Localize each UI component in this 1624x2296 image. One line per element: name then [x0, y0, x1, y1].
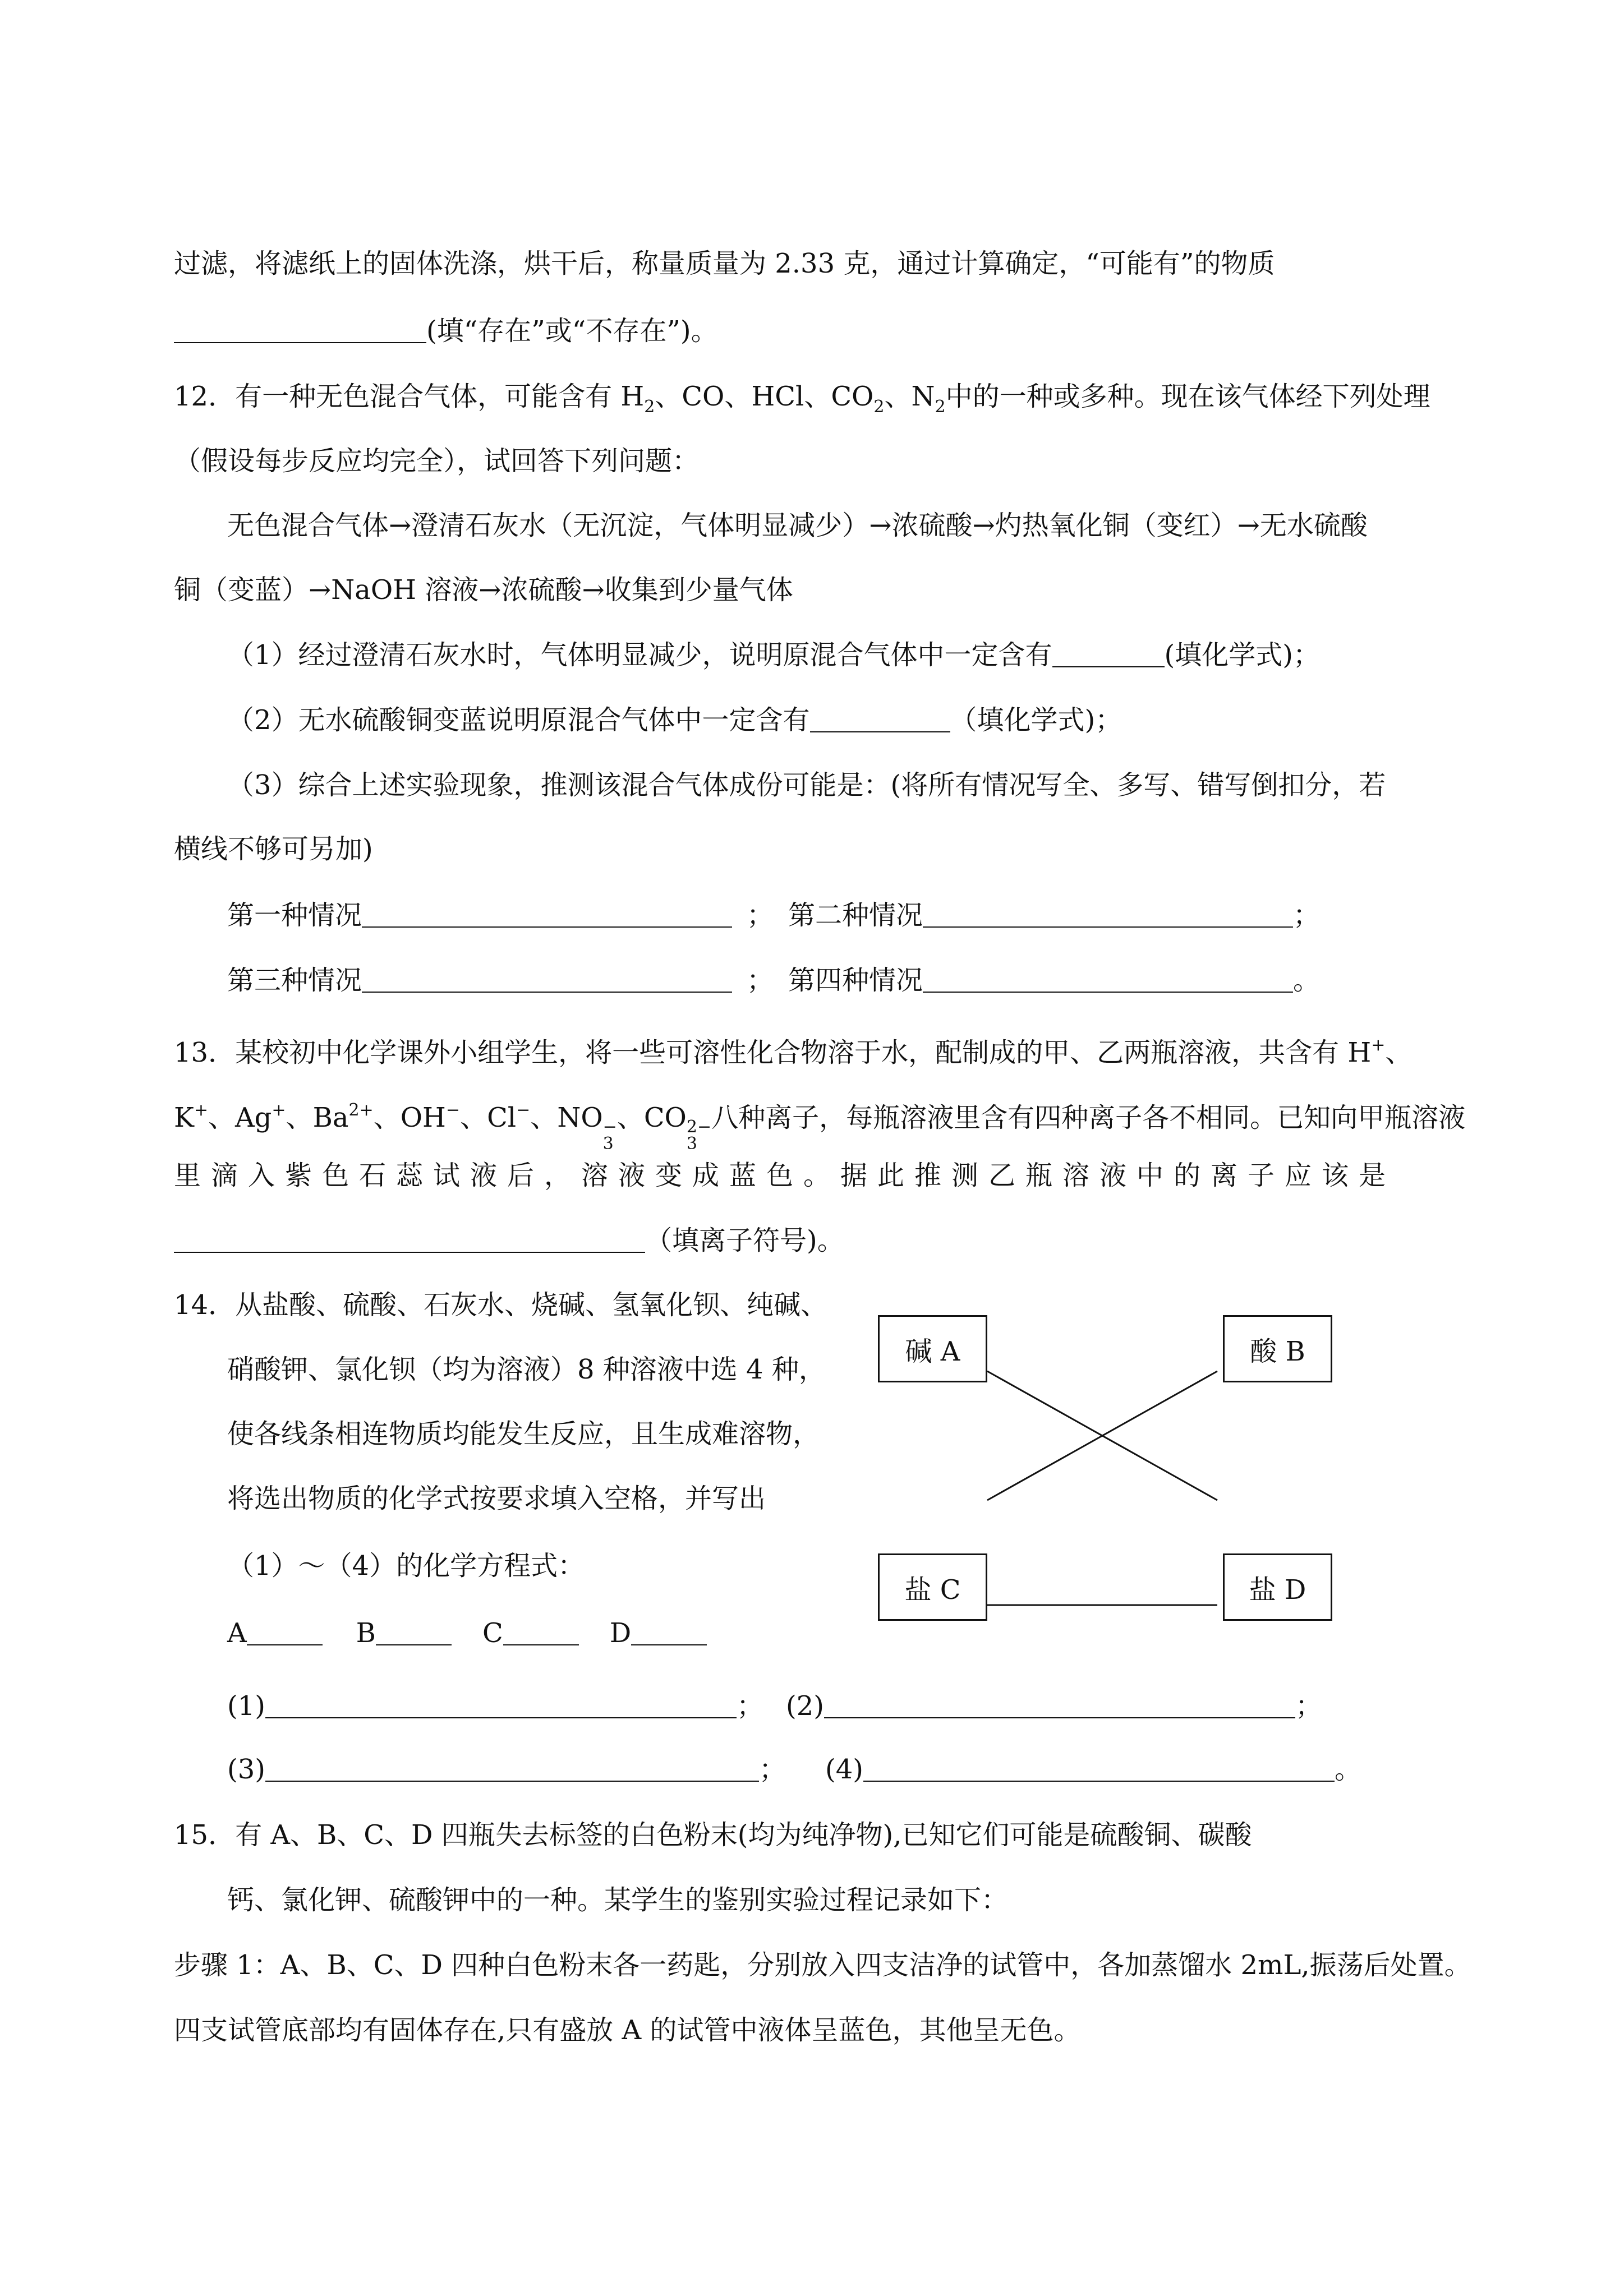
- abcd-answer-line: A B C D: [227, 1615, 707, 1651]
- case-line: 第一种情况 ； 第二种情况 ；: [227, 900, 1321, 931]
- question-15-line: 15．有 A、B、C、D 四瓶失去标签的白色粉末(均为纯净物),已知它们可能是硫酸铜、碳酸: [174, 1819, 1252, 1851]
- answer-blank[interactable]: [265, 1755, 759, 1782]
- answer-blank[interactable]: [174, 316, 426, 343]
- box-salt-c: 盐 C: [878, 1553, 987, 1621]
- answer-blank[interactable]: [362, 901, 732, 928]
- answer-blank[interactable]: [174, 1226, 645, 1253]
- text-line: 横线不够可另加): [174, 833, 373, 865]
- box-salt-d: 盐 D: [1223, 1553, 1332, 1621]
- box-acid-b: 酸 B: [1223, 1315, 1332, 1382]
- text-line: （1）～（4）的化学方程式：: [227, 1550, 585, 1582]
- text-line: 里滴入紫色石蕊试液后，溶液变成蓝色。据此推测乙瓶溶液中的离子应该是: [174, 1160, 1396, 1191]
- answer-blank[interactable]: [863, 1755, 1335, 1782]
- text-line: （填离子符号)。: [174, 1223, 844, 1258]
- text-line: （假设每步反应均完全），试回答下列问题：: [174, 445, 700, 477]
- equation-line: (3) ； (4) 。: [227, 1754, 1362, 1785]
- text-line: （3）综合上述实验现象，推测该混合气体成份可能是：(将所有情况写全、多写、错写倒扣分，若: [227, 769, 1386, 801]
- answer-blank[interactable]: [923, 901, 1293, 928]
- text-line: 使各线条相连物质均能发生反应，且生成难溶物，: [227, 1418, 820, 1450]
- text-line: 四支试管底部均有固体存在,只有盛放 A 的试管中液体呈蓝色，其他呈无色。: [174, 2014, 1081, 2046]
- text-line: （2）无水硫酸铜变蓝说明原混合气体中一定含有 （填化学式)；: [227, 704, 1122, 736]
- answer-blank[interactable]: [362, 966, 732, 993]
- answer-blank[interactable]: [923, 966, 1293, 993]
- question-12-line: 12．有一种无色混合气体，可能含有 $H_2$、CO、HCl、$CO_2$、$N_2$中的一种或多种。现在该气体经下列处理: [174, 381, 1430, 417]
- answer-blank[interactable]: [247, 1619, 323, 1645]
- box-base-a: 碱 A: [878, 1315, 987, 1382]
- text-line: 无色混合气体→澄清石灰水（无沉淀，气体明显减少）→浓硫酸→灼热氧化铜（变红）→无水硫酸: [227, 510, 1368, 541]
- text-line: 铜（变蓝）→NaOH 溶液→浓硫酸→收集到少量气体: [174, 574, 793, 606]
- answer-blank[interactable]: [631, 1619, 707, 1645]
- question-14-line: 14．从盐酸、硫酸、石灰水、烧碱、氢氧化钡、纯碱、: [174, 1289, 828, 1321]
- text-line: （1）经过澄清石灰水时，气体明显减少，说明原混合气体中一定含有 (填化学式)；: [227, 639, 1321, 671]
- ion-list-line: K+、Ag+、$Ba^{2+}$、OH−、Cl−、NO − 3 、CO 2− 3 八种离子，每瓶溶液里含有四种离子各不相同。已知向甲瓶溶液: [174, 1100, 1466, 1154]
- answer-blank[interactable]: [824, 1691, 1295, 1718]
- equation-line: (1) ； (2) ；: [227, 1690, 1323, 1722]
- text-line: 过滤，将滤纸上的固体洗涤，烘干后，称量质量为 2.33 克，通过计算确定，“可能有”的物质: [174, 248, 1275, 279]
- case-line: 第三种情况 ； 第四种情况 。: [227, 965, 1321, 996]
- answer-blank[interactable]: [265, 1691, 737, 1718]
- text-line: (填“存在”或“不存在”)。: [174, 313, 718, 349]
- question-13-line: 13．某校初中化学课外小组学生，将一些可溶性化合物溶于水，配制成的甲、乙两瓶溶液，共含有 H+、: [174, 1035, 1413, 1068]
- text-line: 钙、氯化钾、硫酸钾中的一种。某学生的鉴别实验过程记录如下：: [227, 1884, 1009, 1916]
- answer-blank[interactable]: [1052, 640, 1165, 667]
- text-line: 步骤 1：A、B、C、D 四种白色粉末各一药匙，分别放入四支洁净的试管中，各加蒸馏水 2mL,振荡后处置。: [174, 1949, 1471, 1981]
- answer-blank[interactable]: [503, 1619, 579, 1645]
- text-line: 将选出物质的化学式按要求填入空格，并写出: [227, 1483, 766, 1514]
- answer-blank[interactable]: [810, 706, 950, 732]
- text-line: 硝酸钾、氯化钡（均为溶液）8 种溶液中选 4 种，: [227, 1354, 826, 1385]
- answer-blank[interactable]: [376, 1619, 452, 1645]
